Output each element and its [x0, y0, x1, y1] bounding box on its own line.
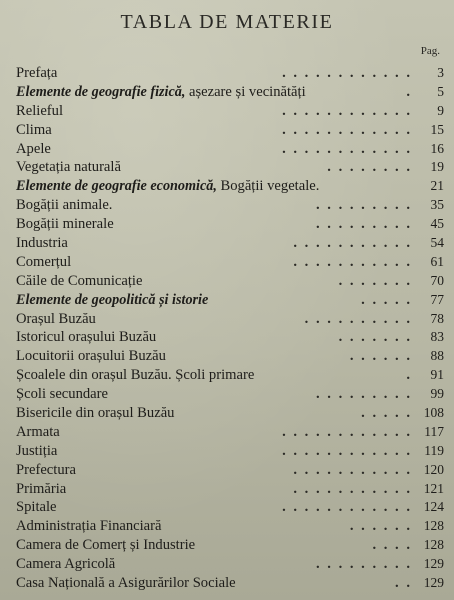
toc-leader-dots: . . . . . . . . . . . . — [282, 499, 412, 516]
toc-entry — [16, 310, 444, 329]
toc-entry-title: Justiția — [16, 442, 58, 459]
toc-entry — [16, 234, 444, 253]
toc-entry-title: Camera Agricolă — [16, 556, 116, 573]
toc-leader-dots: . . . . . . . . . — [315, 216, 412, 233]
toc-leader-dots: . . . . . . . . . . . . — [282, 121, 412, 138]
page-column-label: Pag. — [420, 45, 440, 57]
toc-entry-title: Vegetația naturală — [16, 159, 121, 176]
toc-section-heading: Elemente de geopolitică și istorie — [16, 291, 209, 308]
toc-entry-title — [16, 177, 319, 196]
toc-page-number: 19 — [430, 159, 444, 175]
toc-page-number: 120 — [423, 461, 444, 477]
toc-entry — [16, 215, 444, 234]
toc-entry-subtitle: Bogății vegetale. — [220, 178, 320, 195]
toc-entry — [16, 461, 444, 480]
toc-entry — [16, 517, 444, 536]
toc-entry — [16, 253, 444, 272]
toc-page-number: 121 — [423, 480, 444, 496]
toc-page-number: 99 — [430, 386, 444, 402]
toc-leader-dots: . . . . . . . . . . . — [293, 461, 412, 478]
toc-entry — [16, 196, 444, 215]
toc-entry — [16, 536, 444, 555]
toc-leader-dots: . . . . . . — [349, 518, 412, 535]
toc-leader-dots: . . . . . . . . . . . . — [282, 423, 412, 440]
toc-entry — [16, 121, 444, 140]
toc-entry — [16, 574, 444, 593]
toc-page-number: 61 — [430, 253, 444, 269]
toc-entry — [16, 555, 444, 574]
toc-leader-dots: . . . . . . . . . — [315, 197, 412, 214]
toc-page-number: 91 — [430, 367, 444, 383]
toc-entry-title: Locuitorii orașului Buzău — [16, 348, 166, 365]
toc-page-number: 5 — [437, 83, 444, 99]
toc-entry — [16, 83, 444, 102]
toc-leader-dots: . — [406, 83, 412, 100]
toc-entry — [16, 385, 444, 404]
toc-entry — [16, 64, 444, 83]
toc-entry-title: Industria — [16, 235, 68, 252]
toc-page-number: 129 — [423, 575, 444, 591]
toc-page-number: 117 — [424, 423, 444, 439]
toc-entry-title: Apele — [16, 140, 51, 157]
toc-entry-title: Spitale — [16, 499, 57, 516]
toc-entry — [16, 404, 444, 423]
toc-entry-title: Relieful — [16, 102, 64, 119]
toc-page-number: 128 — [423, 518, 444, 534]
toc-page-number: 83 — [430, 329, 444, 345]
toc-leader-dots: . — [406, 367, 412, 384]
toc-entry-title: Armata — [16, 423, 60, 440]
toc-entry-title: Comerțul — [16, 253, 72, 270]
toc-leader-dots: . . . . . . . . . . . . — [282, 442, 412, 459]
toc-page-number: 70 — [430, 272, 444, 288]
toc-page-number: 45 — [430, 216, 444, 232]
toc-entry — [16, 140, 444, 159]
toc-leader-dots: . . . . . . . . . . . — [293, 253, 412, 270]
toc-entry — [16, 347, 444, 366]
toc-leader-dots: . . . . — [372, 537, 412, 554]
toc-page-number: 3 — [437, 65, 444, 80]
toc-page-number: 54 — [430, 235, 444, 251]
toc-leader-dots: . . . . . . . — [338, 329, 412, 346]
toc-entry-title: Școli secundare — [16, 386, 108, 403]
toc-leader-dots: . . . . . . . . — [327, 159, 412, 176]
toc-entry-title: Clima — [16, 121, 52, 138]
toc-entry-title: Căile de Comunicație — [16, 272, 143, 289]
toc-leader-dots: . . . . . . . — [338, 272, 412, 289]
toc-leader-dots: . . . . . . . . . . . . — [282, 140, 412, 157]
toc-entry — [16, 366, 444, 385]
toc-leader-dots: . . . . . . . . . . . — [293, 235, 412, 252]
toc-page-number: 77 — [430, 291, 444, 307]
toc-entry-title: Orașul Buzău — [16, 310, 96, 327]
toc-entry — [16, 498, 444, 517]
toc-page-number: 21 — [430, 178, 444, 194]
toc-entry-title: Bogății minerale — [16, 216, 114, 233]
toc-page-number: 35 — [430, 197, 444, 213]
toc-entry-title: Administrația Financiară — [16, 518, 162, 535]
toc-entry-title: Bogății animale. — [16, 197, 113, 214]
toc-page-number: 128 — [423, 537, 444, 553]
toc-page-number: 78 — [430, 310, 444, 326]
toc-page-number: 15 — [430, 121, 444, 137]
toc-section-heading: Elemente de geografie fizică, — [16, 83, 186, 100]
toc-page-number: 16 — [430, 140, 444, 156]
toc-entry — [16, 423, 444, 442]
toc-leader-dots: . . . . . — [361, 291, 412, 308]
table-of-contents — [16, 64, 444, 593]
toc-page-number: 119 — [424, 442, 444, 458]
toc-entry — [16, 177, 444, 196]
page-title: TABLA DE MATERIE — [120, 11, 334, 33]
toc-leader-dots: . . . . . . . . . . . . — [282, 65, 412, 81]
toc-entry-title: Casa Națională a Asigurărilor Sociale — [16, 575, 236, 592]
toc-entry-title — [16, 291, 208, 310]
toc-entry-title: Istoricul orașului Buzău — [16, 329, 157, 346]
toc-section-heading: Elemente de geografie economică, — [16, 178, 217, 195]
toc-leader-dots: . . . . . . . . . . . . — [282, 102, 412, 119]
toc-page-number: 124 — [423, 499, 444, 515]
toc-entry-subtitle: așezare și vecinătăți — [188, 83, 306, 100]
toc-leader-dots: . . . . . . . . . . . — [293, 480, 412, 497]
toc-entry — [16, 291, 444, 310]
toc-entry — [16, 272, 444, 291]
toc-entry — [16, 328, 444, 347]
toc-leader-dots: . . . . . . . . . — [315, 386, 412, 403]
toc-entry-title — [16, 83, 306, 102]
toc-leader-dots: . . — [395, 575, 412, 592]
toc-entry-title: Școalele din orașul Buzău. Școli primare — [16, 367, 255, 384]
toc-leader-dots: . . . . . . . . . . — [304, 310, 412, 327]
toc-entry-title: Bisericile din orașul Buzău — [16, 405, 175, 422]
toc-leader-dots: . . . . . . . . . — [315, 556, 412, 573]
toc-entry — [16, 158, 444, 177]
toc-leader-dots: . . . . . — [361, 405, 412, 422]
toc-entry — [16, 102, 444, 121]
toc-page-number: 108 — [423, 405, 444, 421]
toc-entry-title: Primăria — [16, 480, 67, 497]
toc-entry-title: Prefectura — [16, 461, 76, 478]
toc-page-number: 9 — [437, 102, 444, 118]
toc-entry-title: Prefața — [16, 65, 58, 81]
toc-entry — [16, 442, 444, 461]
toc-page-number: 129 — [423, 556, 444, 572]
toc-entry — [16, 480, 444, 499]
toc-leader-dots: . . . . . . — [349, 348, 412, 365]
toc-page-number: 88 — [430, 348, 444, 364]
toc-entry-title: Camera de Comerț și Industrie — [16, 537, 196, 554]
